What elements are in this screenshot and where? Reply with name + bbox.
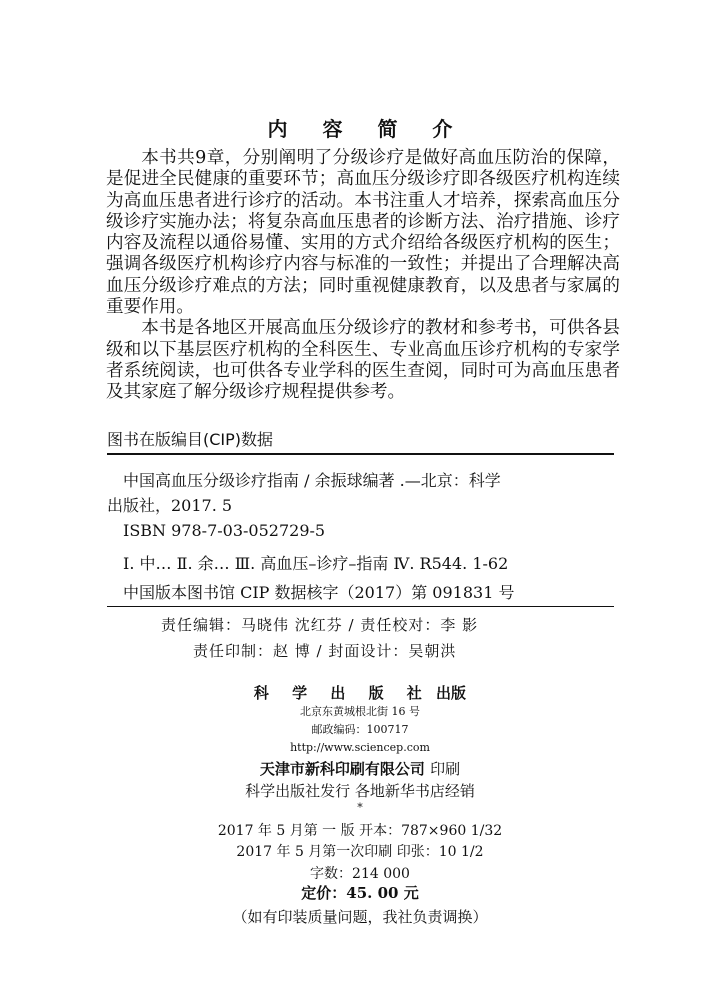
cip-title-line: 中国高血压分级诊疗指南 / 余振球编著 .—北京：科学 (123, 471, 501, 490)
word-count: 字数：214 000 (310, 866, 410, 882)
publisher-suffix: 出版 (436, 684, 467, 702)
separator-star: * (357, 801, 363, 814)
content-summary (106, 148, 620, 404)
printing-line: 2017 年 5 月第一次印刷 印张：10 1/2 (236, 844, 484, 860)
cip-record-number: 中国版本图书馆 CIP 数据核字（2017）第 091831 号 (123, 583, 515, 602)
cip-publisher-line: 出版社，2017. 5 (107, 496, 233, 515)
cip-heading: 图书在版编目(CIP)数据 (107, 430, 274, 449)
edition-line: 2017 年 5 月第 一 版 开本：787×960 1/32 (217, 823, 503, 839)
printer-suffix: 印刷 (430, 760, 461, 778)
publisher-website: http://www.sciencep.com (290, 741, 430, 754)
price: 定价：45. 00 元 (301, 884, 419, 902)
cip-classification: Ⅰ. 中… Ⅱ. 余… Ⅲ. 高血压–诊疗–指南 Ⅳ. R544. 1-62 (123, 554, 509, 573)
page-title: 内 容 简 介 (267, 117, 467, 141)
publisher-line (0, 682, 720, 703)
cip-isbn: ISBN 978-7-03-052729-5 (123, 521, 326, 540)
printer-name: 天津市新科印刷有限公司 (259, 760, 425, 778)
publisher-postcode: 邮政编码：100717 (311, 723, 409, 736)
printer-line (0, 758, 720, 779)
quality-notice: （如有印装质量问题，我社负责调换） (232, 908, 488, 926)
publisher-address: 北京东黄城根北街 16 号 (300, 705, 420, 718)
distribution-line: 科学出版社发行 各地新华书店经销 (245, 782, 475, 800)
cip-top-rule (107, 453, 614, 455)
summary-paragraph-1: 本书共9章，分别阐明了分级诊疗是做好高血压防治的保障，是促进全民健康的重要环节；高血压分级诊疗即各级医疗机构连续为高血压患者进行诊疗的活动。本书注重人才培养，探索高血压分级诊疗实施办法；将复杂高血压患者的诊断方法、治疗措施、诊疗内容及流程以通俗易懂、实用的方式介绍给各级医疗机构的医生；强调各级医疗机构诊疗内容与标准的一致性；并提出了合理解决高血压分级诊疗难点的方法；同时重视健康教育，以及患者与家属的重要作用。 (106, 148, 620, 318)
cip-bottom-rule (107, 606, 614, 607)
summary-paragraph-2: 本书是各地区开展高血压分级诊疗的教材和参考书，可供各县级和以下基层医疗机构的全科医生、专业高血压诊疗机构的专家学者系统阅读，也可供各专业学科的医生查阅，同时可为高血压患者及其家庭了解分级诊疗规程提供参考。 (106, 318, 620, 403)
publisher-name: 科 学 出 版 社 (253, 684, 431, 702)
editors-line: 责任编辑：马晓伟 沈红芬 / 责任校对：李 影 (161, 616, 479, 634)
production-line: 责任印制：赵 博 / 封面设计：吴朝洪 (193, 642, 457, 660)
